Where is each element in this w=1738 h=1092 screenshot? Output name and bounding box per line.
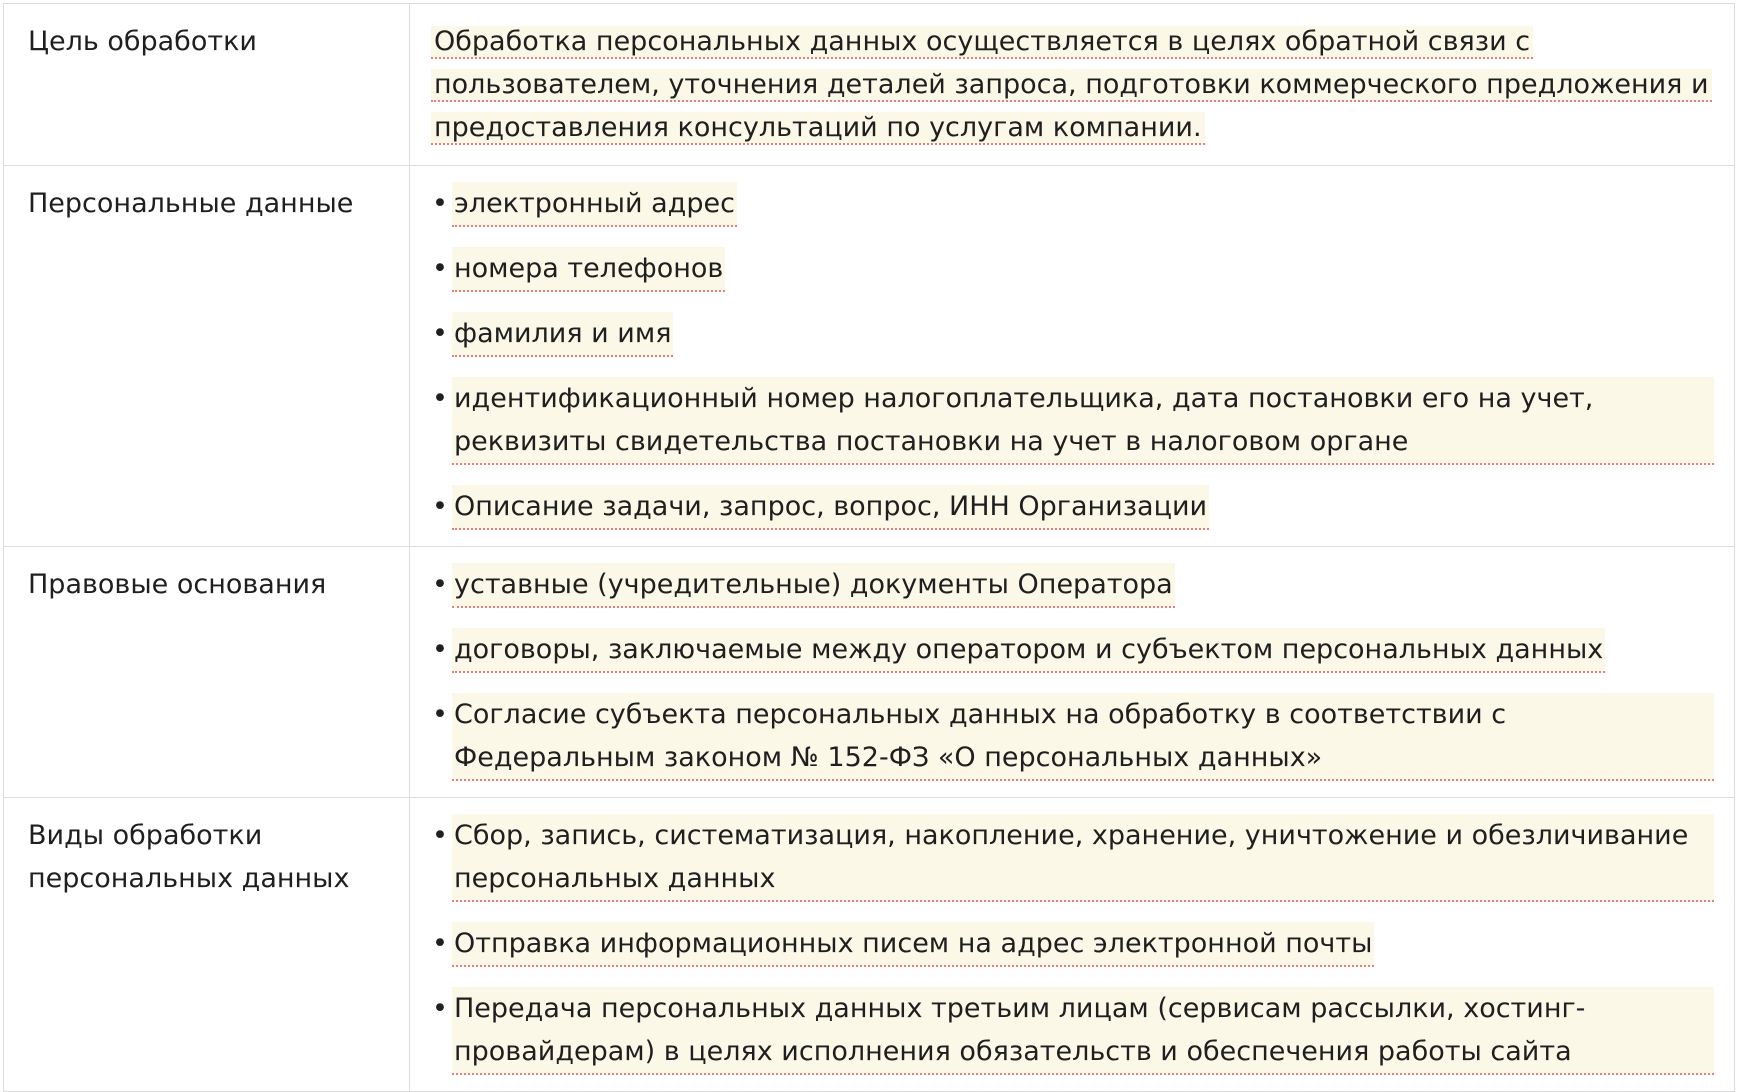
list-item	[432, 312, 1714, 357]
row-label: Персональные данные	[4, 166, 410, 547]
bullet-icon: •	[432, 993, 448, 1024]
bullet-icon: •	[432, 820, 448, 851]
list-item-text: электронный адрес	[452, 182, 737, 227]
list-item-text: Отправка информационных писем на адрес электронной почты	[452, 922, 1374, 967]
bullet-icon: •	[432, 188, 448, 219]
bullet-icon: •	[432, 491, 448, 522]
table-row-personal-data	[4, 166, 1735, 547]
list-item	[432, 563, 1714, 608]
bullet-icon: •	[432, 634, 448, 665]
processing-types-list	[432, 814, 1714, 1075]
bullet-icon: •	[432, 253, 448, 284]
row-label: Цель обработки	[4, 4, 410, 166]
list-item-text: номера телефонов	[452, 247, 725, 292]
row-value	[410, 166, 1735, 547]
row-value	[410, 4, 1735, 166]
list-item-text: Описание задачи, запрос, вопрос, ИНН Организации	[452, 485, 1209, 530]
list-item	[432, 628, 1714, 673]
table-row-legal-basis	[4, 547, 1735, 798]
table-row-purpose	[4, 4, 1735, 166]
list-item-text: Согласие субъекта персональных данных на обработку в соответствии с Федеральным законом № 152-ФЗ «О персональных данных»	[452, 693, 1714, 781]
list-item-text: фамилия и имя	[452, 312, 673, 357]
row-value	[410, 547, 1735, 798]
row-value	[410, 798, 1735, 1092]
list-item	[432, 377, 1714, 465]
highlighted-text: Обработка персональных данных осуществляется в целях обратной связи с пользователем, уточнения деталей запроса, подготовки коммерческого предложения и предоставления консультаций по услугам компании.	[431, 26, 1712, 145]
bullet-icon: •	[432, 928, 448, 959]
list-item	[432, 922, 1714, 967]
list-item	[432, 247, 1714, 292]
purpose-text	[431, 20, 1714, 149]
table-row-processing-types	[4, 798, 1735, 1092]
row-label: Правовые основания	[4, 547, 410, 798]
bullet-icon: •	[432, 383, 448, 414]
list-item-text: идентификационный номер налогоплательщика, дата постановки его на учет, реквизиты свидетельства постановки на учет в налоговом органе	[452, 377, 1714, 465]
bullet-icon: •	[432, 569, 448, 600]
bullet-icon: •	[432, 318, 448, 349]
legal-basis-list	[432, 563, 1714, 781]
list-item	[432, 987, 1714, 1075]
list-item	[432, 182, 1714, 227]
list-item-text: договоры, заключаемые между оператором и субъектом персональных данных	[452, 628, 1605, 673]
list-item-text: Сбор, запись, систематизация, накопление, хранение, уничтожение и обезличивание персональных данных	[452, 814, 1714, 902]
personal-data-list	[432, 182, 1714, 530]
list-item	[432, 814, 1714, 902]
list-item	[432, 693, 1714, 781]
bullet-icon: •	[432, 699, 448, 730]
list-item	[432, 485, 1714, 530]
list-item-text: Передача персональных данных третьим лицам (сервисам рассылки, хостинг-провайдерам) в целях исполнения обязательств и обеспечения работы сайта	[452, 987, 1714, 1075]
policy-table	[3, 3, 1735, 1092]
row-label: Виды обработки персональных данных	[4, 798, 410, 1092]
list-item-text: уставные (учредительные) документы Оператора	[452, 563, 1175, 608]
